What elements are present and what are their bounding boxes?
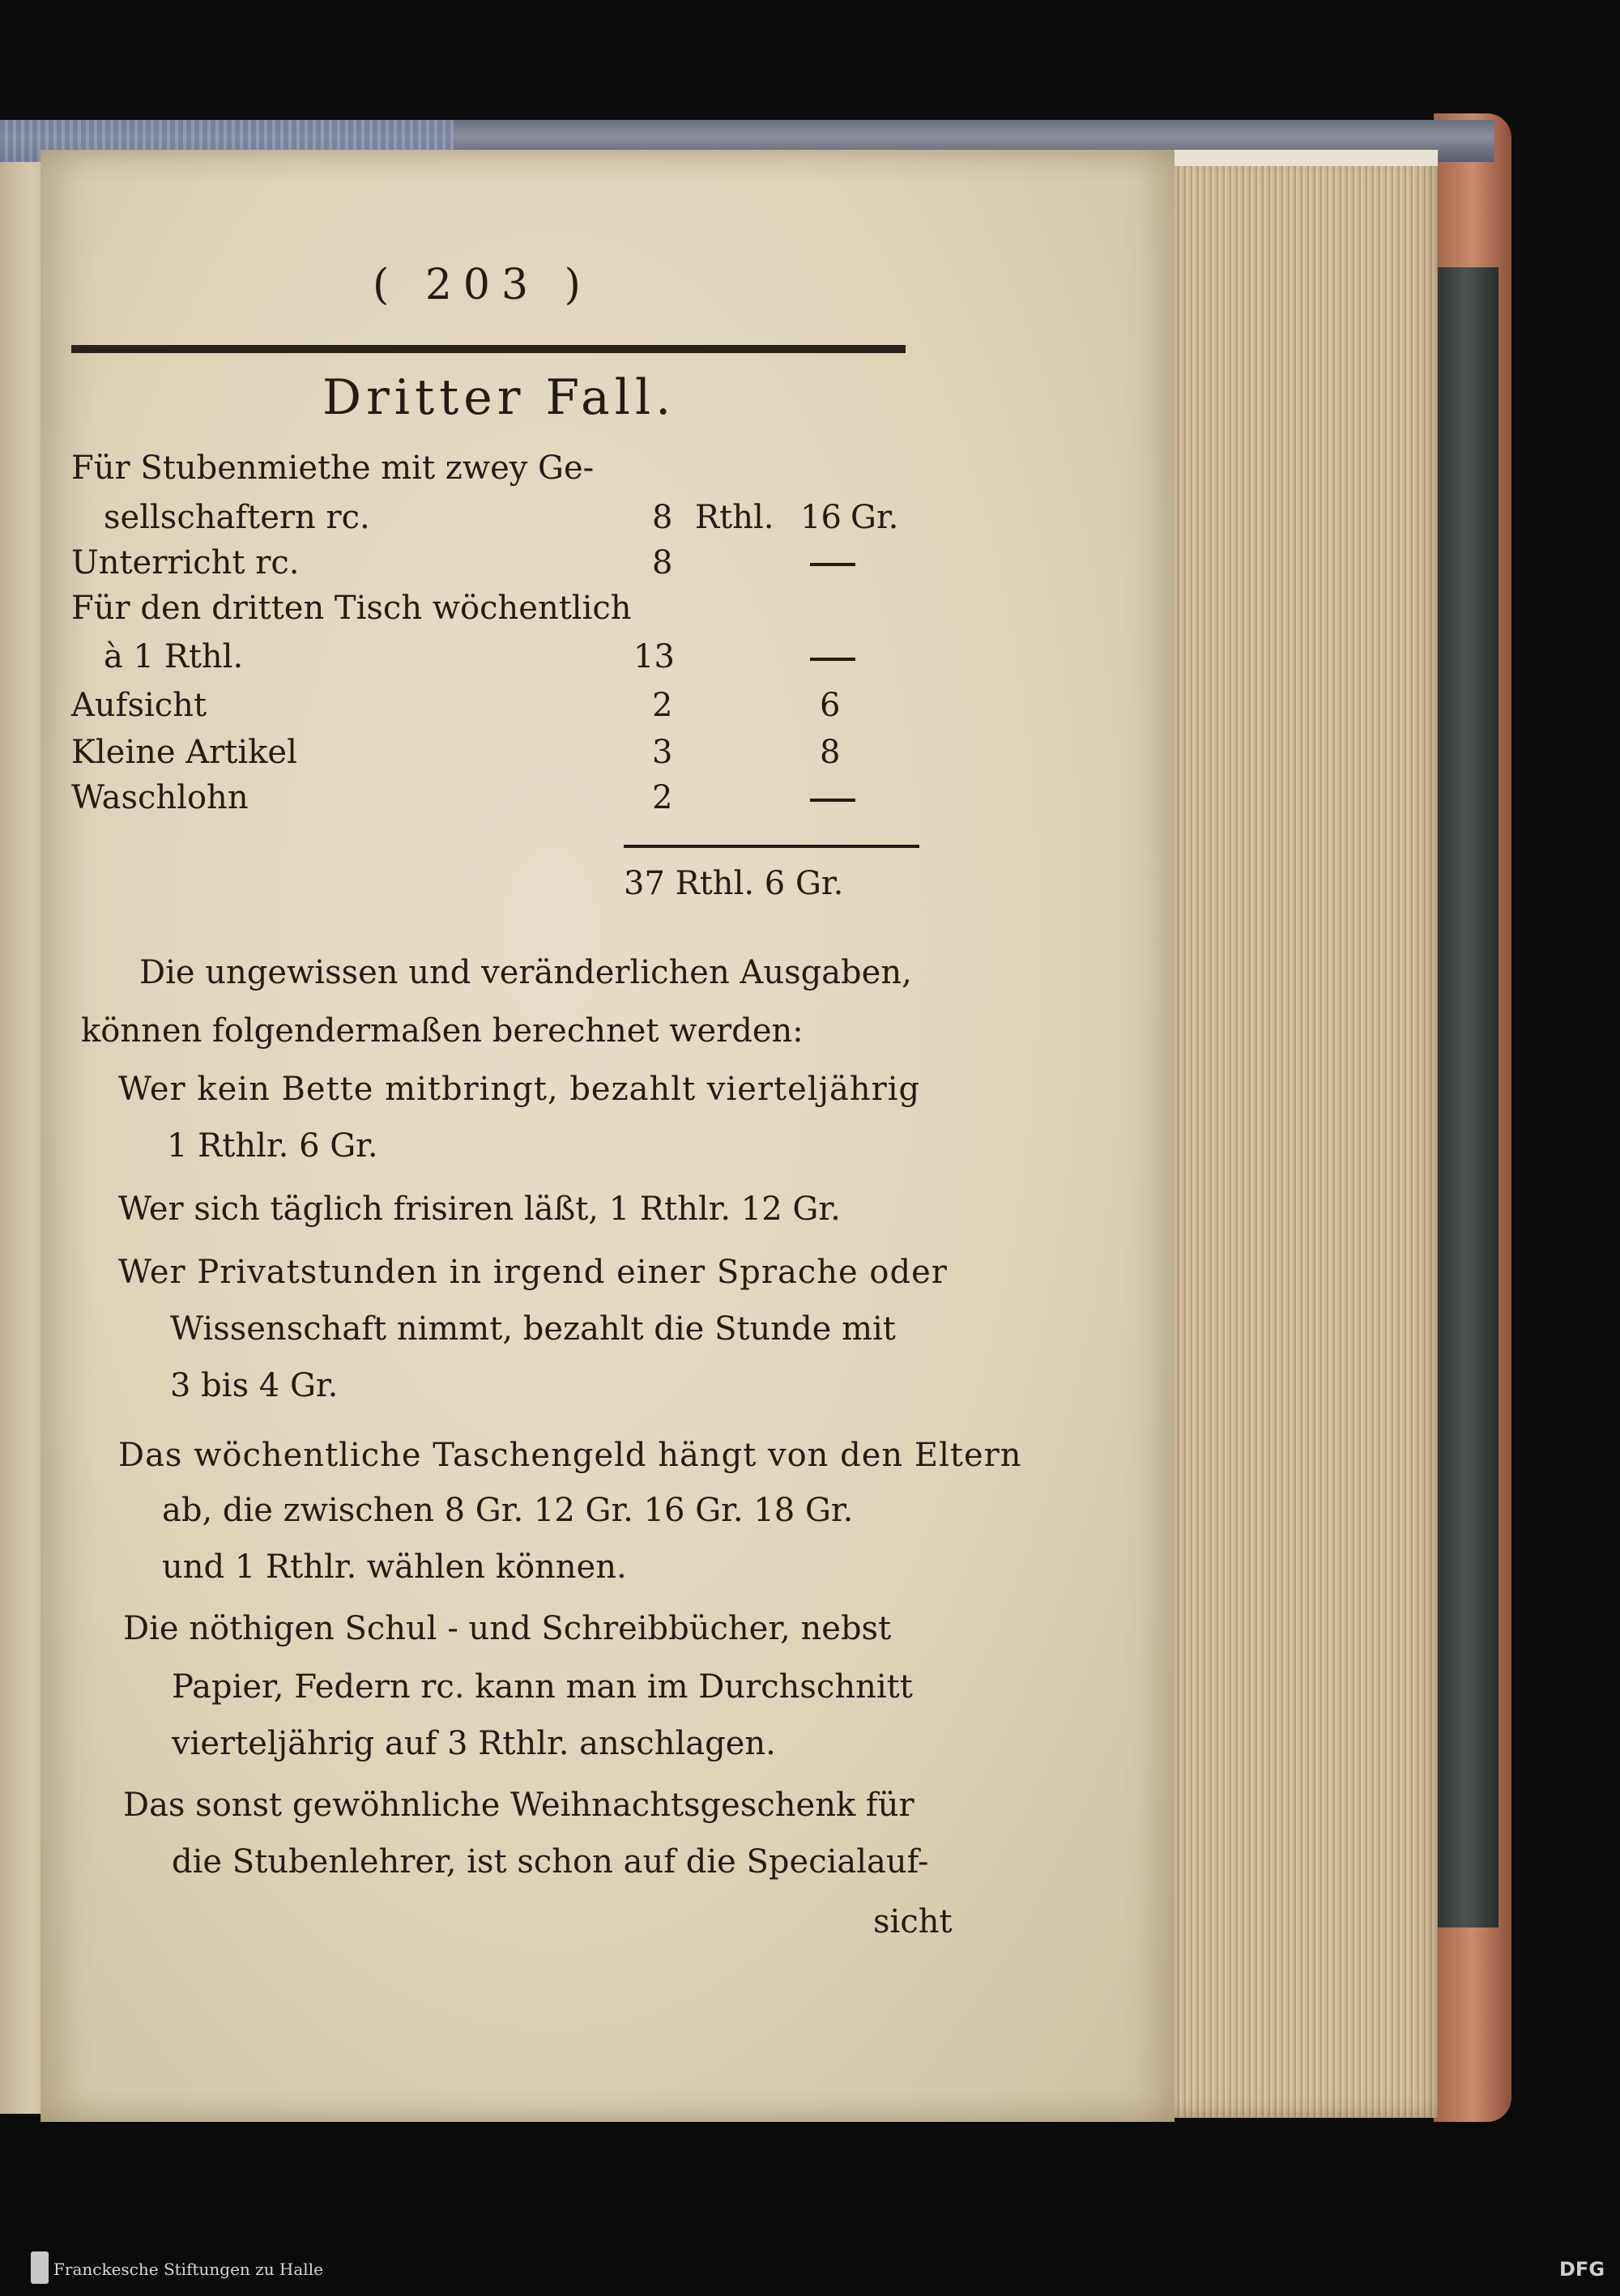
cover-board [1434, 267, 1498, 1928]
row6-label: Waschlohn [71, 779, 249, 816]
p1-line2: können folgendermaßen berechnet werden: [81, 1012, 804, 1050]
p3-line1: Wer sich täglich frisiren läßt, 1 Rthlr. 12 Gr. [118, 1191, 841, 1228]
row2-gr-dash [810, 563, 855, 566]
row3-rthl: 13 [633, 638, 675, 675]
row1-label-line2: sellschaftern rc. [104, 499, 370, 536]
footer-institution: Franckesche Stiftungen zu Halle [53, 2260, 323, 2279]
row6-gr-dash [810, 799, 855, 802]
page-edges [1162, 150, 1438, 2118]
row2-rthl: 8 [652, 544, 673, 581]
row3-label-line2: à 1 Rthl. [104, 638, 244, 675]
row4-gr: 6 [820, 687, 841, 724]
p1-line1: Die ungewissen und veränderlichen Ausgaben, [139, 954, 912, 991]
row4-rthl: 2 [652, 687, 673, 724]
p2-line1: Wer kein Bette mitbringt, bezahlt vierteljährig [118, 1071, 921, 1108]
catchword: sicht [873, 1903, 953, 1940]
row2-label: Unterricht rc. [71, 544, 300, 581]
row1-rthl: 8 [652, 499, 673, 536]
p5-line1: Das wöchentliche Taschengeld hängt von den Eltern [118, 1437, 1022, 1474]
sum-rule [624, 845, 919, 848]
row5-rthl: 3 [652, 734, 673, 771]
row3-gr-dash [810, 658, 855, 661]
p4-line3: 3 bis 4 Gr. [170, 1367, 339, 1404]
dfg-logo: DFG [1559, 2258, 1605, 2281]
row1-rthl-unit: Rthl. [695, 499, 774, 536]
p6-line1: Die nöthigen Schul - und Schreibbücher, nebst [123, 1610, 892, 1647]
row4-label: Aufsicht [71, 687, 207, 724]
row1-label-line1: Für Stubenmiethe mit zwey Ge- [71, 449, 595, 487]
p6-line3: vierteljährig auf 3 Rthlr. anschlagen. [172, 1725, 776, 1762]
p7-line1: Das sonst gewöhnliche Weihnachtsgeschenk für [123, 1787, 914, 1824]
p7-line2: die Stubenlehrer, ist schon auf die Specialauf- [172, 1843, 929, 1881]
page-number: ( 203 ) [373, 261, 592, 309]
p6-line2: Papier, Federn rc. kann man im Durchschnitt [172, 1668, 913, 1706]
row1-gr: 16 [800, 499, 842, 536]
row1-gr-unit: Gr. [850, 499, 899, 536]
table-total: 37 Rthl. 6 Gr. [624, 865, 844, 902]
page-edges-top [1162, 150, 1438, 166]
p5-line2: ab, die zwischen 8 Gr. 12 Gr. 16 Gr. 18 Gr. [162, 1492, 854, 1529]
p2-line2: 1 Rthlr. 6 Gr. [167, 1127, 378, 1165]
p4-line2: Wissenschaft nimmt, bezahlt die Stunde mit [170, 1310, 896, 1348]
row5-gr: 8 [820, 734, 841, 771]
row3-label-line1: Für den dritten Tisch wöchentlich [71, 590, 632, 627]
institution-logo-icon [31, 2251, 49, 2284]
section-heading: Dritter Fall. [322, 369, 676, 426]
row6-rthl: 2 [652, 779, 673, 816]
p5-line3: und 1 Rthlr. wählen können. [162, 1548, 627, 1586]
header-rule [71, 345, 906, 353]
p4-line1: Wer Privatstunden in irgend einer Sprache oder [118, 1254, 948, 1291]
row5-label: Kleine Artikel [71, 734, 297, 771]
